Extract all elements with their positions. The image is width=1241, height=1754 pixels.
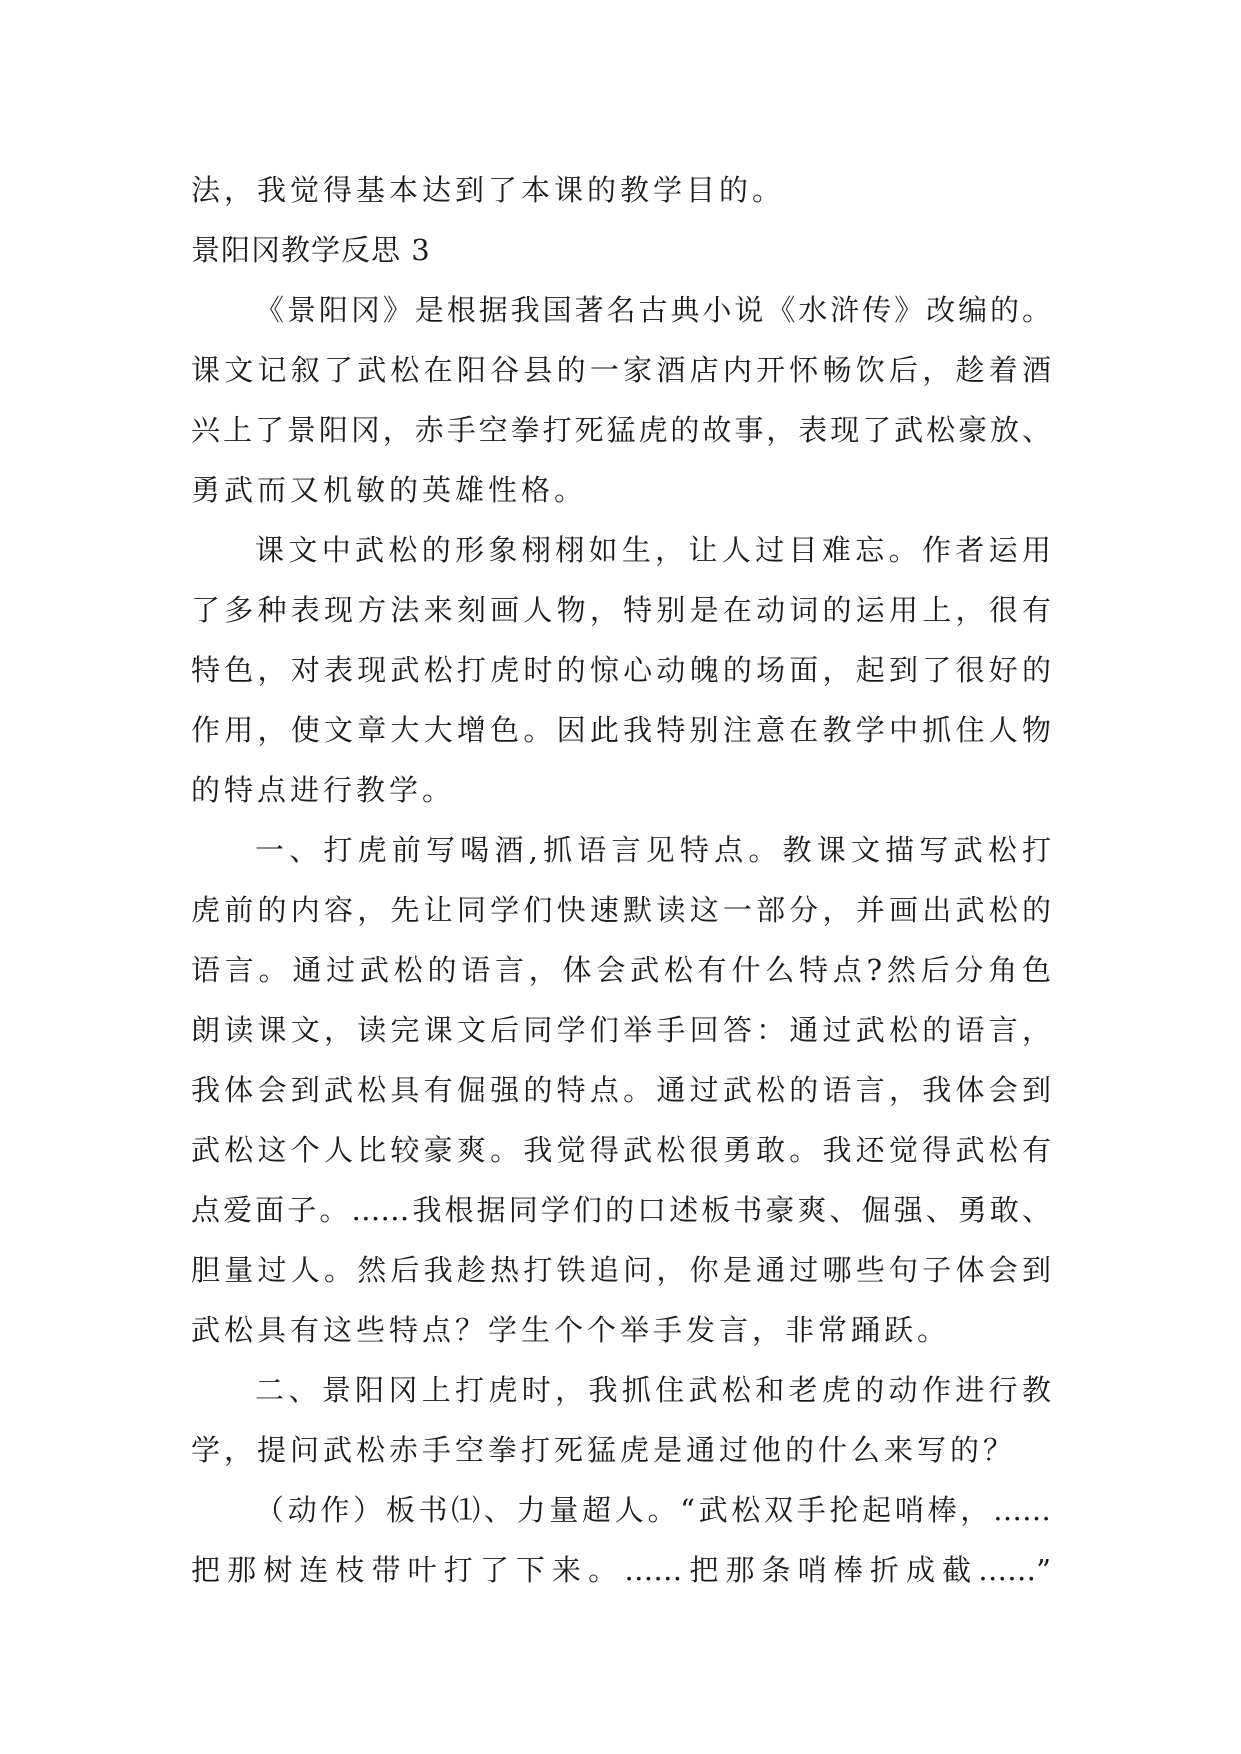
text-line: （动作）板书⑴、力量超人。“武松双手抡起哨棒，…… [255,1493,1051,1527]
text-line: 《景阳冈》是根据我国著名古典小说《水浒传》改编的。 [255,293,1051,327]
document-page [191,160,1051,1600]
text-line: 课文中武松的形象栩栩如生，让人过目难忘。作者运用 [255,533,1051,567]
text-line: 课文记叙了武松在阳谷县的一家酒店内开怀畅饮后，趁着酒 [191,353,1051,387]
text-line: 勇武而又机敏的英雄性格。 [191,473,588,507]
text-line: 一、打虎前写喝酒,抓语言见特点。教课文描写武松打 [255,833,1051,867]
text-line: 朗读课文，读完课文后同学们举手回答：通过武松的语言， [191,1013,1051,1047]
text-line: 虎前的内容，先让同学们快速默读这一部分，并画出武松的 [191,893,1051,927]
text-line: 二、景阳冈上打虎时，我抓住武松和老虎的动作进行教 [255,1373,1051,1407]
text-line: 把那树连枝带叶打了下来。……把那条哨棒折成截……” [191,1553,1051,1587]
text-line: 的特点进行教学。 [191,773,456,807]
text-line: 特色，对表现武松打虎时的惊心动魄的场面，起到了很好的 [191,653,1051,687]
text-line: 作用，使文章大大增色。因此我特别注意在教学中抓住人物 [191,713,1051,747]
text-line: 武松这个人比较豪爽。我觉得武松很勇敢。我还觉得武松有 [191,1133,1051,1167]
text-line: 语言。通过武松的语言，体会武松有什么特点?然后分角色 [191,953,1051,987]
text-line: 了多种表现方法来刻画人物，特别是在动词的运用上，很有 [191,593,1051,627]
text-line: 胆量过人。然后我趁热打铁追问，你是通过哪些句子体会到 [191,1253,1051,1287]
text-line: 法，我觉得基本达到了本课的教学目的。 [191,173,786,207]
text-line: 武松具有这些特点？学生个个举手发言，非常踊跃。 [191,1313,951,1347]
text-line: 学，提问武松赤手空拳打死猛虎是通过他的什么来写的？ [191,1433,1017,1467]
text-line: 我体会到武松具有倔强的特点。通过武松的语言，我体会到 [191,1073,1051,1107]
text-line: 点爱面子。……我根据同学们的口述板书豪爽、倔强、勇敢、 [191,1193,1051,1227]
section-heading: 景阳冈教学反思 3 [191,233,431,267]
text-line: 兴上了景阳冈，赤手空拳打死猛虎的故事，表现了武松豪放、 [191,413,1051,447]
